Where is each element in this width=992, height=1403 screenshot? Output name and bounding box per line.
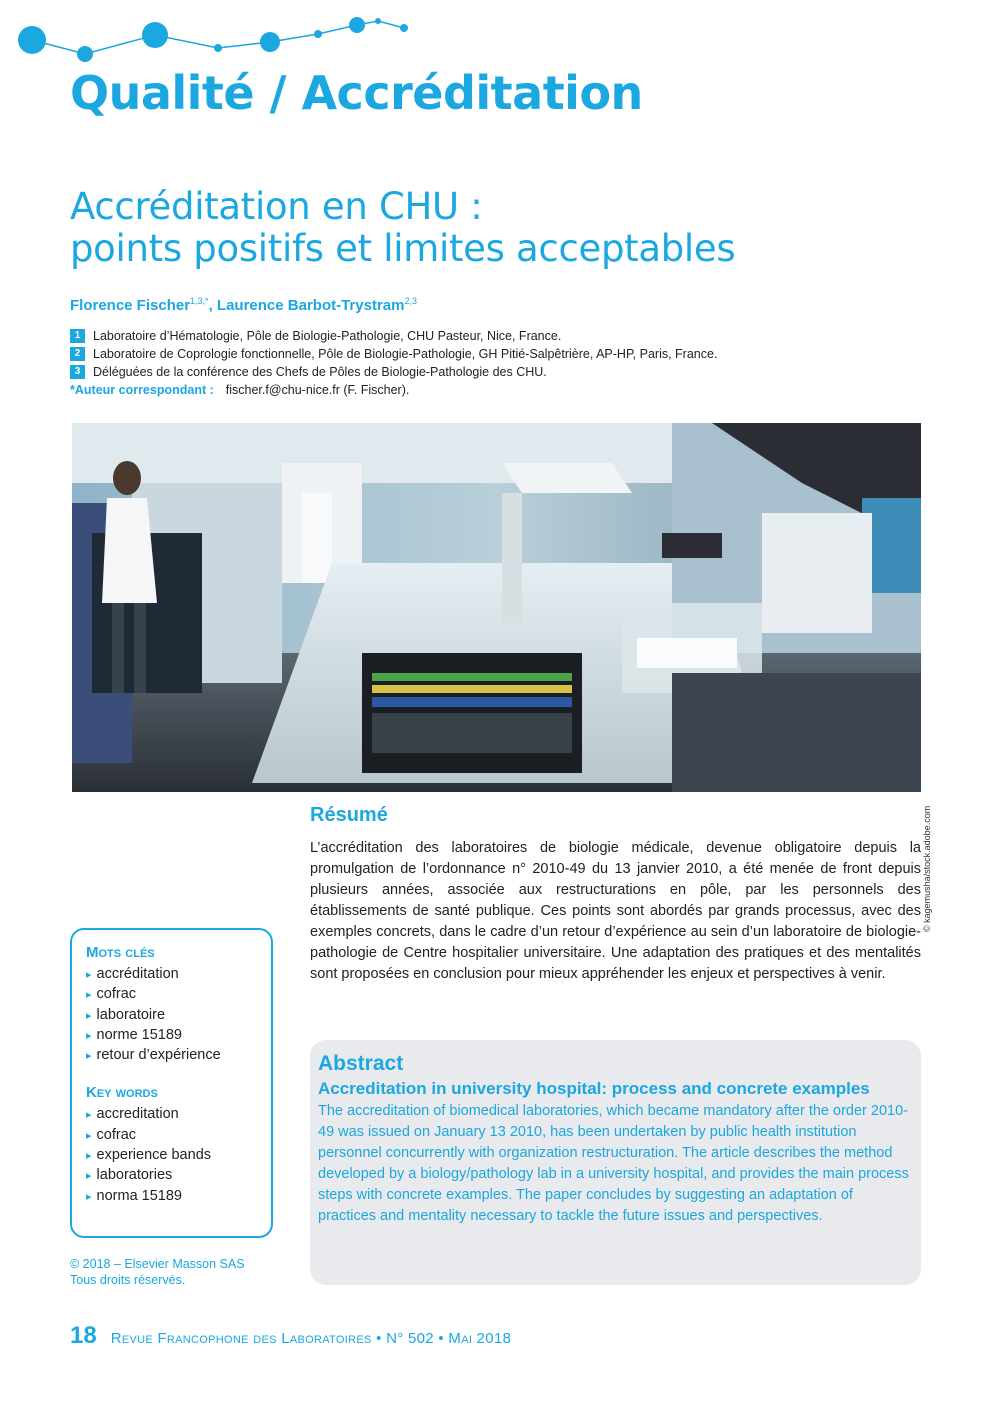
keyword-item: ▸ accreditation	[86, 1105, 271, 1125]
author-affiliation-sup: 2,3	[404, 296, 417, 306]
page-footer	[70, 1322, 511, 1350]
section-title: Qualité / Accréditation	[70, 66, 643, 120]
abstract-heading: Abstract	[318, 1052, 404, 1075]
photo-credit-text: © kagemusha/stock.adobe.com	[922, 805, 932, 932]
abstract-box	[310, 1040, 921, 1285]
author-affiliation-sup: 1,3,*	[190, 296, 209, 306]
keywords-en-list	[86, 1105, 271, 1206]
affiliation-number: 2	[70, 347, 85, 361]
page-number: 18	[70, 1322, 97, 1349]
keyword-item: ▸ experience bands	[86, 1146, 271, 1166]
photo-credit	[922, 792, 936, 932]
affiliation-text: Laboratoire d’Hématologie, Pôle de Biologie-Pathologie, CHU Pasteur, Nice, France.	[93, 329, 562, 343]
article-title	[70, 186, 735, 270]
author-name: Laurence Barbot-Trystram	[216, 297, 405, 314]
copyright-line: © 2018 – Elsevier Masson SAS	[70, 1257, 245, 1271]
article-title-line2: points positifs et limites acceptables	[70, 227, 736, 270]
abstract-body: The accreditation of biomedical laboratories, which became mandatory after the order 2010-49 was issued on January 13 2010, has been undertaken by public health institution personnel concurrently with organization restructuration. The article describes the method developed by a biology/pathology lab in a university hospital, and provides the main process steps with concrete examples. The paper concludes by suggesting an adaptation of practices and mentality necessary to tackle the future issues and perspectives.	[318, 1103, 909, 1224]
abstract-title: Accreditation in university hospital: process and concrete examples	[318, 1079, 870, 1098]
affiliation-row	[70, 327, 717, 345]
keyword-item: ▸ cofrac	[86, 1126, 271, 1146]
laboratory-photo-illustration	[72, 423, 921, 792]
keyword-item: ▸ laboratories	[86, 1166, 271, 1186]
copyright-line: Tous droits réservés.	[70, 1273, 186, 1287]
keyword-item: ▸ norma 15189	[86, 1187, 271, 1207]
affiliation-row	[70, 345, 717, 363]
keyword-item: ▸ cofrac	[86, 985, 271, 1005]
journal-info: Revue Francophone des Laboratoires • N° 502 • Mai 2018	[110, 1330, 512, 1347]
authors	[70, 296, 417, 314]
keyword-item: ▸ norme 15189	[86, 1026, 271, 1046]
keyword-item: ▸ retour d’expérience	[86, 1046, 271, 1066]
resume-heading: Résumé	[310, 804, 388, 826]
keywords-fr-heading: Mots clés	[86, 944, 155, 961]
affiliation-row	[70, 363, 717, 381]
corresponding-author-email[interactable]: fischer.f@chu-nice.fr (F. Fischer).	[225, 383, 410, 397]
corresponding-author-label: *Auteur correspondant :	[70, 383, 214, 397]
copyright-notice	[70, 1256, 245, 1288]
molecule-decoration-icon	[0, 0, 420, 70]
affiliation-number: 3	[70, 365, 85, 379]
affiliation-text: Déléguées de la conférence des Chefs de Pôles de Biologie-Pathologie des CHU.	[93, 365, 547, 379]
laboratory-photo	[72, 423, 921, 792]
keyword-item: ▸ accréditation	[86, 965, 271, 985]
article-title-line1: Accréditation en CHU :	[70, 185, 483, 228]
corresponding-author	[70, 381, 717, 399]
keywords-en-heading: Key words	[86, 1084, 158, 1102]
affiliations	[70, 327, 717, 399]
keywords-fr-list	[86, 965, 271, 1066]
affiliation-number: 1	[70, 329, 85, 343]
affiliation-text: Laboratoire de Coprologie fonctionnelle, Pôle de Biologie-Pathologie, GH Pitié-Salpêtrière, AP-HP, Paris, France.	[93, 347, 718, 361]
resume-body: L’accréditation des laboratoires de biologie médicale, devenue obligatoire depuis la promulgation de l’ordonnance n° 2010-49 du 13 janvier 2010, a été menée de front depuis plusieurs années, associée aux restructurations en pôle, par les personnels des établissements de santé publique. Ces points sont abordés par grands processus, avec des exemples concrets, dans le cadre d’un retour d’expérience au sein d’un laboratoire de biologie-pathologie de Centre hospitalier universitaire. Une adaptation des pratiques et des mentalités sont proposées en conclusion pour mieux appréhender les enjeux et perspectives à venir.	[310, 840, 921, 982]
keyword-item: ▸ laboratoire	[86, 1006, 271, 1026]
author-separator: ,	[208, 297, 217, 314]
keywords-box	[70, 928, 273, 1238]
author-name: Florence Fischer	[70, 297, 191, 314]
